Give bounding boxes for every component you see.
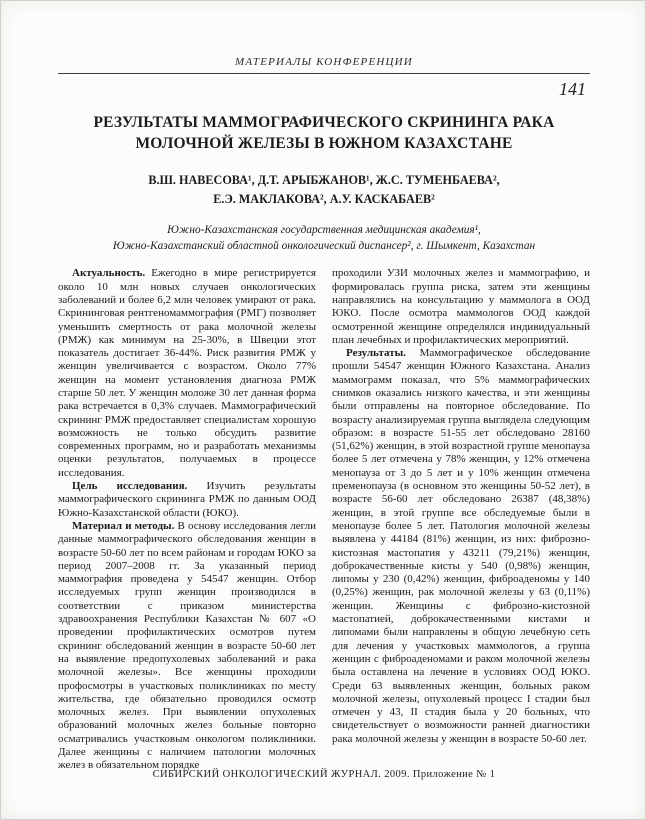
paragraph-text: Ежегодно в мире регистрируется около 10 млн новых случаев онкологических заболеваний и более 6,2 млн человек умирают от рака. Скрининговая рентгеномаммография (РМГ) позволяет уменьшить смертность от рака молочной железы (РМЖ) как минимум на 25-30%, в Швеции этот показатель достигает 36-44%. Риск развития РМЖ у женщин увеличивается с возрастом. Около 77% женщин на момент установления диагноза РМЖ старше 50 лет. У женщин моложе 30 лет данная форма рака встречается в 0,3% случаев. Маммографический скрининг РМЖ предоставляет специалистам хорошую возможность не только обсудить развитие современных программ, но и разработать механизмы оценки результатов, получаемых в процессе исследования. <box>58 267 316 479</box>
page-number: 141 <box>559 79 586 99</box>
paragraph-material-i-metody <box>58 520 316 773</box>
paragraph-lead: Актуальность. <box>72 267 146 280</box>
paragraph-lead: Материал и методы. <box>72 519 175 532</box>
article-title-line-1: РЕЗУЛЬТАТЫ МАММОГРАФИЧЕСКОГО СКРИНИНГА РАКА <box>93 114 555 131</box>
paragraph-text: В основу исследования легли данные маммографического обследования женщин в возрасте 50-60 лет по всем районам и городам ЮКО за период 2007–2008 гг. За указанный период маммография проведена у 54547 женщин. Отбор исследуемых групп женщин производился в соответствии с приказом министерства здравоохранения Республики Казахстан № 607 «О проведении профилактических осмотров путем скрининг обследований женщин в возрасте 50-60 лет на выявление предопухолевых заболеваний и рака молочной железы». Все женщины проходили профосмотры в участковых поликлиниках по месту жительства, где обязательно проводился осмотр молочных желез. При выявлении опухолевых образований молочных желез больные повторно осматривались участковым онкологом поликлиники. Далее женщины с наличием патологии молочных желез в обязательном порядке <box>58 519 317 772</box>
authors-line-2: Е.Э. МАКЛАКОВА², А.У. КАСКАБАЕВ² <box>213 191 435 206</box>
authors-block <box>58 171 590 209</box>
journal-footer: СИБИРСКИЙ ОНКОЛОГИЧЕСКИЙ ЖУРНАЛ. 2009. Приложение № 1 <box>152 769 496 780</box>
paragraph-text: Маммографическое обследование прошли 54547 женщин Южного Казахстана. Анализ маммограмм показал, что 5% маммографических снимков оказались низкого качества, и эти женщины были отправлены на повторное обследование. По возрасту анализируемая группа выглядела следующим образом: в возрасте 51-55 лет обследовано 28160 (51,62%) женщин, в этой возрастной группе менопауза более 5 лет отмечена у 78% женщин, у 12% отмечена менопауза от 3 до 5 лет и у 10% женщин отмечена пременопауза (в основном это женщины 50-52 лет), в возрасте 56-60 лет обследовано 26387 (48,38%) женщин, в этой группе все обследуемые были в менопаузе более 5 лет. Патология молочной железы выявлена у 44184 (81%) женщин, из них: фиброзно-кистозная мастопатия у 43211 (79,21%) женщин, доброкачественные кисты у 540 (0,98%) женщин, липомы у 230 (0,42%) женщин, фиброаденомы у 140 (0,25%) женщин, рак молочной железы у 63 (0,11%) женщин. Женщины с фиброзно-кистозной мастопатией, доброкачественными кистами и липомами были направлены в общую лечебную сеть для лечения у участковых маммологов, а группа женщин с фиброаденомами и раком молочной железы была оставлена на лечение в условиях ООД ЮКО. Среди 63 выявленных женщин, больных раком молочной железы, опухолевый процесс I стадии был отмечен у 43, II стадия была у 20 больных, что свидетельствует о возможности ранней диагностики рака молочной железы у женщин в возрасте 50-60 лет. <box>332 347 590 745</box>
left-column <box>58 267 316 772</box>
authors-line-1: В.Ш. НАВЕСОВА¹, Д.Т. АРЫБЖАНОВ¹, Ж.С. ТУМЕНБАЕВА², <box>148 172 500 187</box>
affiliations-block <box>58 222 590 255</box>
article-body <box>58 267 590 772</box>
article-title-line-2: МОЛОЧНОЙ ЖЕЛЕЗЫ В ЮЖНОМ КАЗАХСТАНЕ <box>135 135 513 153</box>
paragraph-continuation <box>332 267 590 347</box>
paragraph-rezultaty <box>332 347 590 746</box>
header-rule <box>58 73 590 74</box>
paragraph-text: проходили УЗИ молочных желез и маммографию, и формировалась группа риска, затем эти женщины направлялись на консультацию у маммолога в ООД ЮКО. После осмотра маммологов ООД каждой осмотренной женщине определялся индивидуальный план лечебных и профилактических мероприятий. <box>332 267 590 346</box>
paragraph-aktualnost <box>58 267 316 480</box>
paragraph-lead: Цель исследования. <box>72 480 188 493</box>
paragraph-lead: Результаты. <box>346 347 406 360</box>
article-title <box>64 112 584 155</box>
paragraph-text: Изучить результаты маммографического скрининга РМЖ по данным ООД Южно-Казахстанской области (ЮКО). <box>58 480 317 519</box>
right-column <box>332 267 590 772</box>
affiliation-line-1: Южно-Казахстанская государственная медицинская академия¹, <box>167 223 481 236</box>
running-head: МАТЕРИАЛЫ КОНФЕРЕНЦИИ <box>235 56 413 68</box>
paragraph-cel-issledovaniya <box>58 480 316 520</box>
affiliation-line-2: Южно-Казахстанский областной онкологический диспансер², г. Шымкент, Казахстан <box>112 239 536 252</box>
